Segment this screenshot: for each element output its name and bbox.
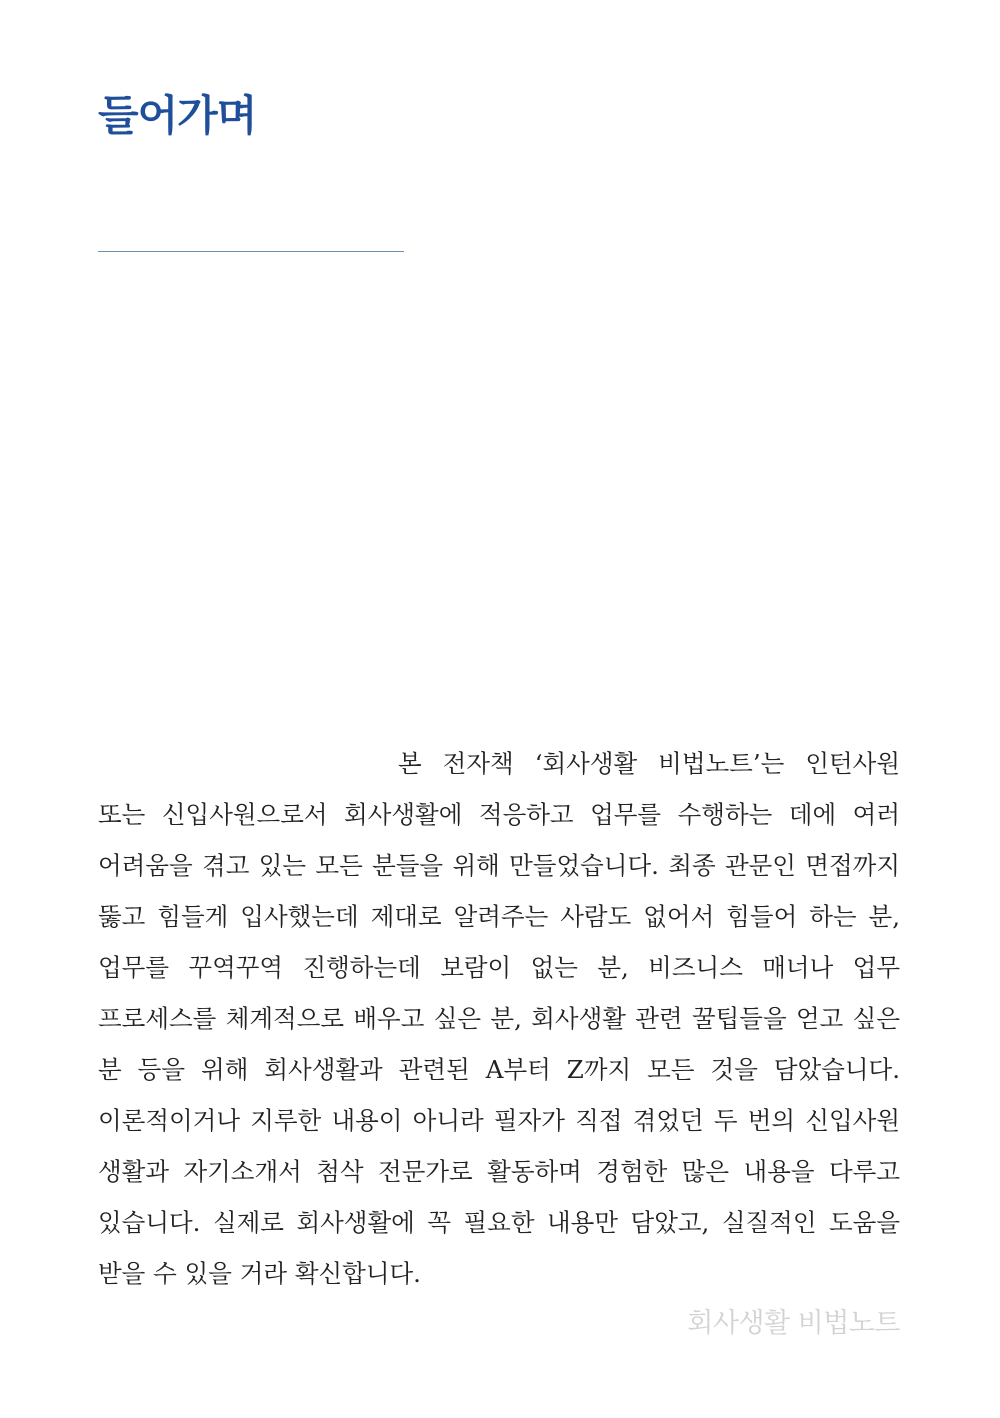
page-title: 들어가며: [98, 91, 257, 140]
body-paragraph: 본 전자책 ‘회사생활 비법노트’는 인턴사원 또는 신입사원으로서 회사생활에 적응하고 업무를 수행하는 데에 여러 어려움을 겪고 있는 모든 분들을 위해 만들었습니다. 최종 관문인 면접까지 뚫고 힘들게 입사했는데 제대로 알려주는 사람도 없어서 힘들어 하는 분, 업무를 꾸역꾸역 진행하는데 보람이 없는 분, 비즈니스 매너나 업무 프로세스를 체계적으로 배우고 싶은 분, 회사생활 관련 꿀팁들을 얻고 싶은 분 등을 위해 회사생활과 관련된 A부터 Z까지 모든 것을 담았습니다. 이론적이거나 지루한 내용이 아니라 필자가 직접 겪었던 두 번의 신입사원 생활과 자기소개서 첨삭 전문가로 활동하며 경험한 많은 내용을 다루고 있습니다. 실제로 회사생활에 꼭 필요한 내용만 담았고, 실질적인 도움을 받을 수 있을 거라 확신합니다.: [98, 749, 900, 1288]
title-divider: [98, 251, 404, 252]
footer-book-title: 회사생활 비법노트: [687, 1308, 900, 1339]
